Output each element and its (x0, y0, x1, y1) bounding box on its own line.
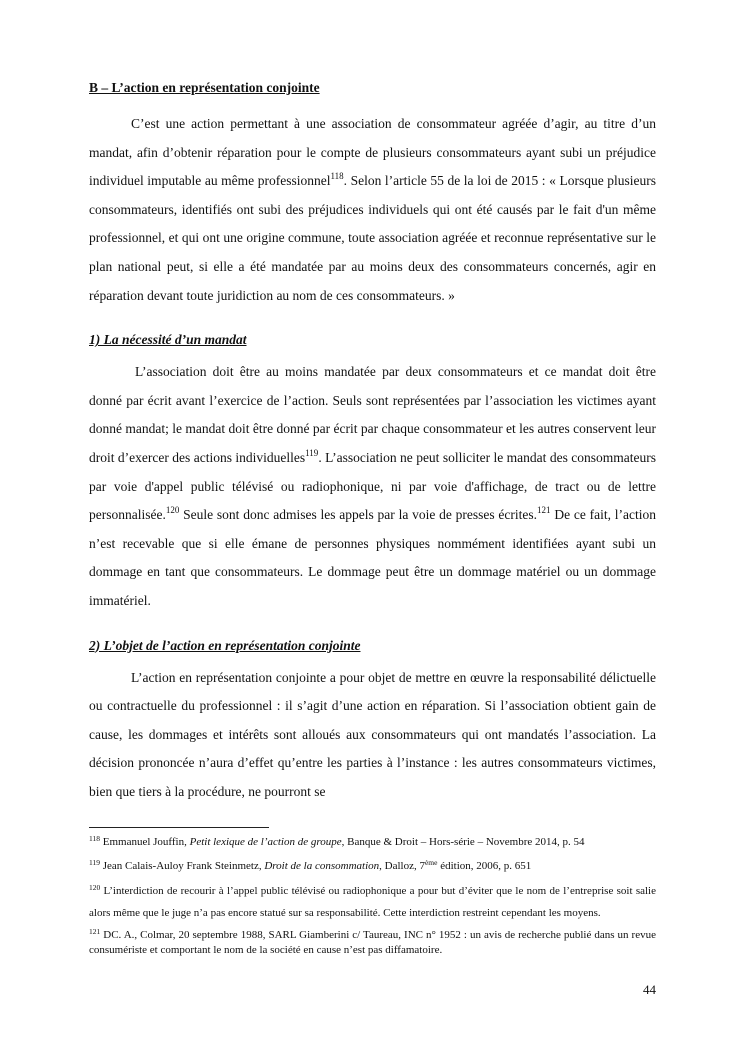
page-number: 44 (643, 982, 656, 997)
section-2-heading: 2) L’objet de l’action en représentation conjointe (89, 637, 361, 653)
section-1-heading: 1) La nécessité d’un mandat (89, 332, 247, 348)
footnote-121: $^{121}$ DC. A., Colmar, 20 septembre 1988, SARL Giamberini c/ Taureau, INC n° 1952 : un avis de recherche publié dans un revue consumériste et comportant le nom de la société en cause n’est pas diffamatoire. (89, 927, 656, 956)
footnote-ref-119[interactable]: 119 (305, 447, 319, 458)
footnote-separator (89, 827, 269, 828)
footnote-119: $^{119}$ Jean Calais-Auloy Frank Steinmetz, Droit de la consommation, Dalloz, 7ème édition, 2006, p. 651 (89, 858, 532, 872)
section-1-text-d: De ce fait, l’action n’est recevable que si elle émane de personnes physiques nommément identifiées ayant subi un dommage en tant que consommateurs. Le dommage peut être un dommage matériel ou un dommage immatériel. (89, 507, 656, 608)
section-1-text-b: . L’association ne peut solliciter le mandat des consommateurs par voie d'appel public télévisé ou radiophonique, ni par voie d'affichage, de tract ou de lettre personnalisée. (89, 449, 656, 523)
section-2-paragraph (89, 664, 656, 807)
section-b-heading: B – L’action en représentation conjointe (89, 80, 320, 95)
footnote-118: $^{118}$ Emmanuel Jouffin, Petit lexique de l’action de groupe, Banque & Droit – Hors-série – Novembre 2014, p. 54 (89, 834, 585, 848)
footnote-ref-121[interactable]: 121 (537, 505, 551, 516)
footnotes (89, 832, 656, 962)
page-body (89, 78, 656, 806)
footnote-120: $^{120}$ L’interdiction de recourir à l’appel public télévisé ou radiophonique a pour but d’éviter que le nom de l’entreprise soit salie alors même que le juge n’a pas encore statué sur sa responsabilité. Cette interdiction restreint cependant les moyens. (89, 883, 656, 919)
section-1-paragraph (89, 358, 656, 615)
section-b-text-a: C’est une action permettant à une association de consommateur agréée d’agir, au titre d’un mandat, afin d’obtenir réparation pour le compte de plusieurs consommateurs ayant subi un préjudice individuel imputable au même professionnel (89, 116, 656, 189)
footnote-ref-118[interactable]: 118 (330, 171, 344, 182)
section-1-text-c: Seule sont donc admises les appels par la voie de presses écrites. (179, 507, 538, 523)
section-1-text-a: L’association doit être au moins mandatée par deux consommateurs et ce mandat doit être donné par écrit avant l’exercice de l’action. Seuls sont représentées par l’association les victimes ayant donné mandat; le mandat doit être donné par écrit par chaque consommateur et les autres conservent leur droit d’exercer des actions individuelles (89, 364, 656, 465)
section-2-text: L’action en représentation conjointe a pour objet de mettre en œuvre la responsabilité délictuelle ou contractuelle du professionnel : il s’agit d’une action en réparation. Si l’association obtient gain de cause, les dommages et intérêts sont alloués aux consommateurs qui ont mandatés l’association. La décision prononcée n’aura d’effet qu’entre les parties à l’instance : les autres consommateurs victimes, bien que tiers à la procédure, ne pourront se (89, 669, 656, 799)
footnote-ref-120[interactable]: 120 (165, 505, 180, 516)
section-b-text-b: . Selon l’article 55 de la loi de 2015 : « Lorsque plusieurs consommateurs, identifiés ont subi des préjudices individuels qui ont été causés par le fait d'un même professionnel, et qui ont une origine commune, toute association agréée et reconnue représentative sur le plan national peut, si elle a été mandatée par au moins deux des consommateurs concernés, agir en réparation devant toute juridiction au nom de ces consommateurs. » (89, 173, 656, 303)
section-b-paragraph (89, 110, 656, 310)
